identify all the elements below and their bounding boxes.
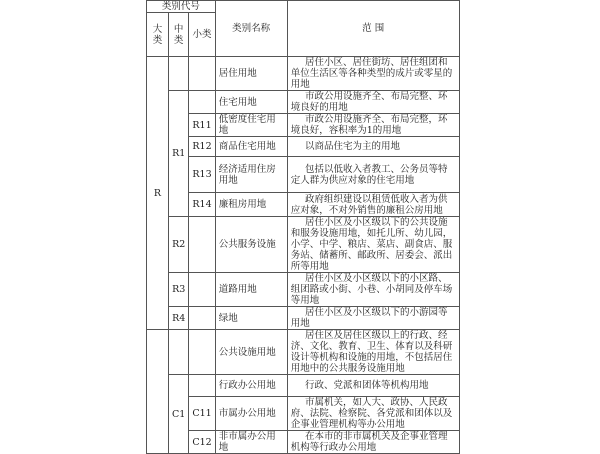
major-code-cell	[147, 330, 169, 454]
category-name: 居住用地	[215, 57, 287, 91]
medium-code-cell	[169, 330, 189, 375]
category-name: 市属办公用地	[215, 397, 287, 431]
category-range: 居住小区及小区级以下的公共设施和服务设施用地，如托儿所、幼儿园，小学、中学、粮店、菜店、副食店、服务站、储蓄所、邮政所、居委会、派出所等用地	[287, 217, 459, 273]
header-major: 大类	[147, 13, 169, 57]
land-use-classification-table	[146, 0, 460, 454]
category-range: 政府组织建设以租赁低收入者为供应对象，不对外销售的廉租公房用地	[287, 193, 459, 217]
table-row	[147, 330, 460, 375]
medium-code-cell: R1	[169, 91, 189, 217]
header-name: 类别名称	[215, 1, 287, 57]
category-name: 公共服务设施	[215, 217, 287, 273]
minor-code-cell	[189, 273, 215, 307]
table-row	[147, 431, 460, 454]
category-range: 市政公用设施齐全、布局完整，环境良好，容积率为1的用地	[287, 114, 459, 137]
minor-code-cell: R12	[189, 137, 215, 157]
minor-code-cell: C11	[189, 397, 215, 431]
category-range: 居住区及居住区级以上的行政、经济、文化、教育、卫生、体育以及科研设计等机构和设施的用地，不包括居住用地中的公共服务设施用地	[287, 330, 459, 375]
major-code-cell: R	[147, 57, 169, 330]
category-name: 廉租房用地	[215, 193, 287, 217]
category-range: 居住小区及小区级以下的小区路、组团路或小街、小巷、小胡同及停车场等用地	[287, 273, 459, 307]
table-row	[147, 137, 460, 157]
category-range: 行政、党派和团体等机构用地	[287, 375, 459, 397]
category-name: 住宅用地	[215, 91, 287, 114]
minor-code-cell	[189, 217, 215, 273]
medium-code-cell: R2	[169, 217, 189, 273]
category-range: 在本市的非市属机关及企事业管理机构等行政办公用地	[287, 431, 459, 454]
category-name: 经济适用住房用地	[215, 157, 287, 193]
category-range: 市政公用设施齐全、布局完整、环境良好的用地	[287, 91, 459, 114]
table-row	[147, 157, 460, 193]
minor-code-cell: R11	[189, 114, 215, 137]
category-name: 道路用地	[215, 273, 287, 307]
minor-code-cell	[189, 91, 215, 114]
minor-code-cell: C12	[189, 431, 215, 454]
category-range: 以商品住宅为主的用地	[287, 137, 459, 157]
minor-code-cell	[189, 57, 215, 91]
minor-code-cell	[189, 307, 215, 330]
minor-code-cell	[189, 375, 215, 397]
minor-code-cell: R13	[189, 157, 215, 193]
table-row	[147, 91, 460, 114]
category-range: 居住小区、居住街坊、居住组团和单位生活区等各种类型的成片或零星的用地	[287, 57, 459, 91]
table-row	[147, 375, 460, 397]
table-row	[147, 397, 460, 431]
medium-code-cell: C1	[169, 375, 189, 454]
header-range: 范 围	[287, 1, 459, 57]
category-name: 公共设施用地	[215, 330, 287, 375]
medium-code-cell: R3	[169, 273, 189, 307]
category-range: 包括以低收入者教工、公务员等特定人群为供应对象的住宅用地	[287, 157, 459, 193]
category-name: 低密度住宅用地	[215, 114, 287, 137]
table-row	[147, 114, 460, 137]
category-name: 商品住宅用地	[215, 137, 287, 157]
header-minor: 小类	[189, 13, 215, 57]
table-row	[147, 273, 460, 307]
header-row-1	[147, 1, 460, 13]
table-row	[147, 57, 460, 91]
header-code-group: 类别代号	[147, 1, 216, 13]
table-row	[147, 307, 460, 330]
category-name: 绿地	[215, 307, 287, 330]
medium-code-cell	[169, 57, 189, 91]
medium-code-cell: R4	[169, 307, 189, 330]
category-range: 居住小区及小区级以下的小游园等用地	[287, 307, 459, 330]
header-medium: 中类	[169, 13, 189, 57]
table-row	[147, 217, 460, 273]
category-range: 市属机关，如人大、政协、人民政府、法院、检察院、各党派和团体以及企事业管理机构等办公用地	[287, 397, 459, 431]
minor-code-cell: R14	[189, 193, 215, 217]
category-name: 行政办公用地	[215, 375, 287, 397]
minor-code-cell	[189, 330, 215, 375]
category-name: 非市属办公用地	[215, 431, 287, 454]
table-row	[147, 193, 460, 217]
